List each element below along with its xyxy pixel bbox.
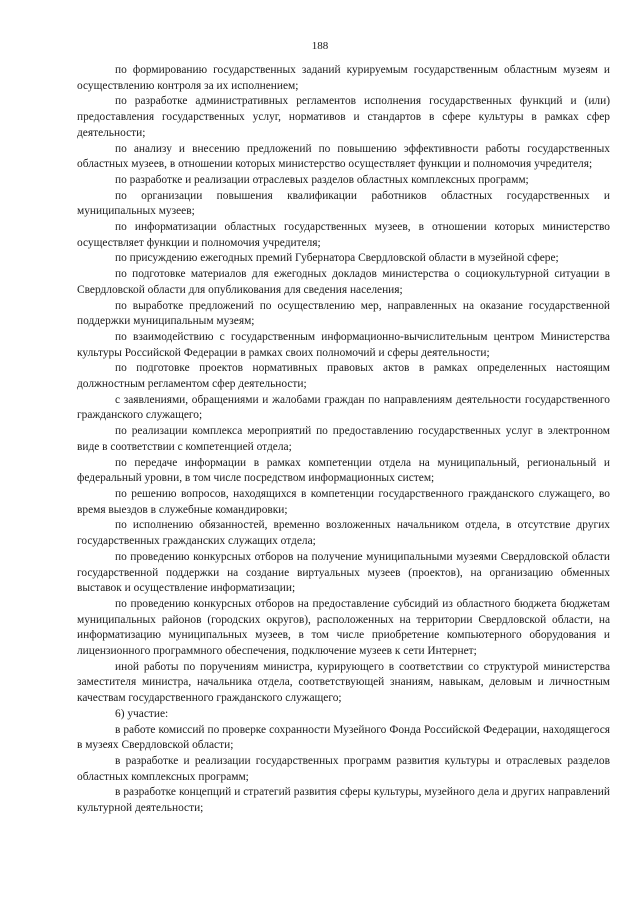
paragraph: в разработке и реализации государственных программ развития культуры и отраслевых разделов областных комплексных программ; <box>77 754 610 783</box>
paragraph: в разработке концепций и стратегий развития сферы культуры, музейного дела и других направлений культурной деятельности; <box>77 786 610 815</box>
list-heading: 6) участие: <box>115 707 169 720</box>
paragraph: по разработке административных регламентов исполнения государственных функций и (или) предоставления государственных услуг, нормативов и стандартов в сфере культуры в рамках сфер деятельности; <box>77 95 610 139</box>
paragraph: по проведению конкурсных отборов на предоставление субсидий из областного бюджета бюджетам муниципальных районов (городских округов), расположенных на территории Свердловской области, на информатизацию муниципальных музеев, в том числе приобретение компьютерного оборудования и лицензионного программного обеспечения, подключение музеев к сети Интернет; <box>77 597 610 658</box>
paragraph: по формированию государственных заданий курируемым государственным областным музеям и осуществлению контроля за их исполнением; <box>77 64 610 92</box>
paragraph: по выработке предложений по осуществлению мер, направленных на оказание государственной поддержки муниципальным музеям; <box>77 299 610 328</box>
paragraph: иной работы по поручениям министра, курирующего в соответствии со структурой министерства заместителя министра, начальника отдела, соответствующей знаниям, навыкам, деловым и личностным качествам государственного гражданского служащего; <box>77 660 610 705</box>
paragraph: по проведению конкурсных отборов на получение муниципальными музеями Свердловской области государственной поддержки на создание виртуальных музеев (проектов), на организацию обменных выставок и осуществление информатизации; <box>77 550 610 595</box>
page-number: 188 <box>311 40 329 52</box>
paragraph: по подготовке проектов нормативных правовых актов в рамках определенных настоящим должностным регламентом сфер деятельности; <box>77 362 610 391</box>
paragraph: с заявлениями, обращениями и жалобами граждан по направлениям деятельности государственного гражданского служащего; <box>77 393 610 422</box>
paragraph: по решению вопросов, находящихся в компетенции государственного гражданского служащего, во время выездов в служебные командировки; <box>77 487 610 516</box>
paragraph: по информатизации областных государственных музеев, в отношении которых министерство осуществляет функции и полномочия учредителя; <box>77 221 610 249</box>
paragraph: по исполнению обязанностей, временно возложенных начальником отдела, в отсутствие других государственных гражданских служащих отдела; <box>77 519 610 548</box>
paragraph: по организации повышения квалификации работников областных государственных и муниципальных музеев; <box>77 189 610 218</box>
paragraph: по присуждению ежегодных премий Губернатора Свердловской области в музейной сфере; <box>115 252 559 265</box>
paragraph: в работе комиссий по проверке сохранности Музейного Фонда Российской Федерации, находящегося в музеях Свердловской области; <box>77 723 610 752</box>
paragraph: по разработке и реализации отраслевых разделов областных комплексных программ; <box>115 173 529 186</box>
paragraph: по реализации комплекса мероприятий по предоставлению государственных услуг в электронном виде в соответствии с компетенцией отдела; <box>77 425 610 453</box>
document-body <box>77 63 610 817</box>
paragraph: по взаимодействию с государственным информационно-вычислительным центром Министерства культуры Российской Федерации в рамках своих полномочий и сферы деятельности; <box>77 330 610 359</box>
paragraph: по передаче информации в рамках компетенции отдела на муниципальный, региональный и федеральный уровни, в том числе посредством информационных систем; <box>77 456 610 485</box>
paragraph: по подготовке материалов для ежегодных докладов министерства о социокультурной ситуации в Свердловской области для опубликования для сведения населения; <box>77 268 610 296</box>
paragraph: по анализу и внесению предложений по повышению эффективности работы государственных областных музеев, в отношении которых министерство осуществляет функции и полномочия учредителя; <box>77 142 610 171</box>
